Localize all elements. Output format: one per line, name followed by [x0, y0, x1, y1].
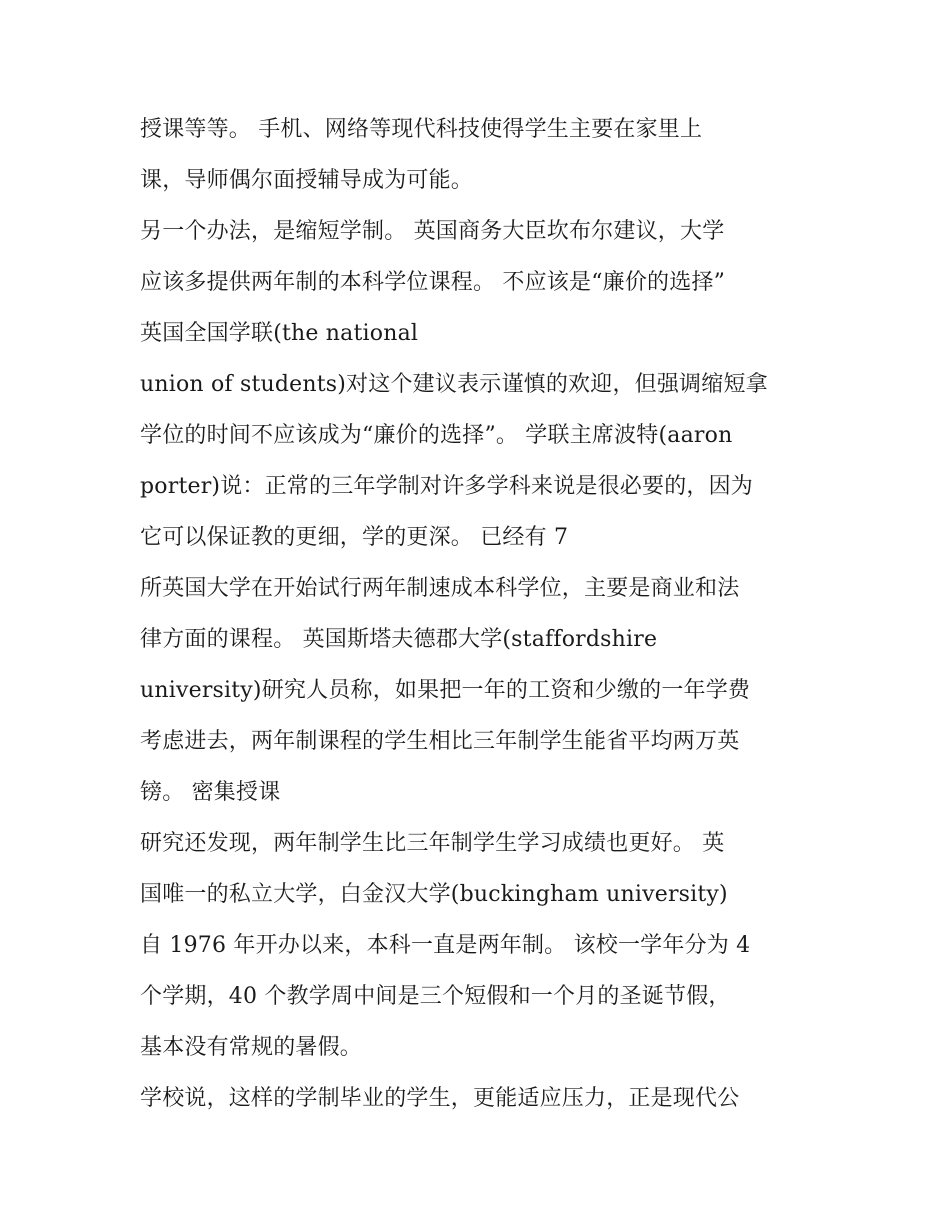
text-line: 个学期，40 个教学周中间是三个短假和一个月的圣诞节假，	[140, 984, 731, 1009]
text-line: 所英国大学在开始试行两年制速成本科学位，主要是商业和法	[140, 576, 740, 601]
text-line: union of students)对这个建议表示谨慎的欢迎，但强调缩短拿	[140, 372, 768, 397]
text-line: 基本没有常规的暑假。	[140, 1035, 363, 1060]
text-line: 律方面的课程。 英国斯塔夫德郡大学(staffordshire	[140, 627, 658, 652]
text-line: 它可以保证教的更细，学的更深。 已经有 7	[140, 525, 569, 550]
text-line: 镑。 密集授课	[140, 780, 281, 805]
text-line: university)研究人员称，如果把一年的工资和少缴的一年学费	[140, 678, 751, 703]
text-line: 另一个办法，是缩短学制。 英国商务大臣坎布尔建议，大学	[140, 219, 725, 244]
text-line: 学校说，这样的学制毕业的学生，更能适应压力，正是现代公	[140, 1086, 740, 1111]
text-line: 课，导师偶尔面授辅导成为可能。	[140, 168, 474, 193]
text-line: 国唯一的私立大学，白金汉大学(buckingham university)	[140, 882, 728, 907]
text-line: 应该多提供两年制的本科学位课程。 不应该是“廉价的选择”	[140, 270, 726, 295]
text-line: 自 1976 年开办以来，本科一直是两年制。 该校一学年分为 4	[140, 933, 751, 958]
text-line: 考虑进去，两年制课程的学生相比三年制学生能省平均两万英	[140, 729, 740, 754]
text-line: 研究还发现，两年制学生比三年制学生学习成绩也更好。 英	[140, 831, 725, 856]
text-line: 授课等等。 手机、网络等现代科技使得学生主要在家里上	[140, 117, 703, 142]
body-text	[140, 104, 820, 1124]
text-line: 学位的时间不应该成为“廉价的选择”。 学联主席波特(aaron	[140, 423, 733, 448]
text-line: porter)说：正常的三年学制对许多学科来说是很必要的，因为	[140, 474, 754, 499]
text-line: 英国全国学联(the national	[140, 321, 419, 346]
